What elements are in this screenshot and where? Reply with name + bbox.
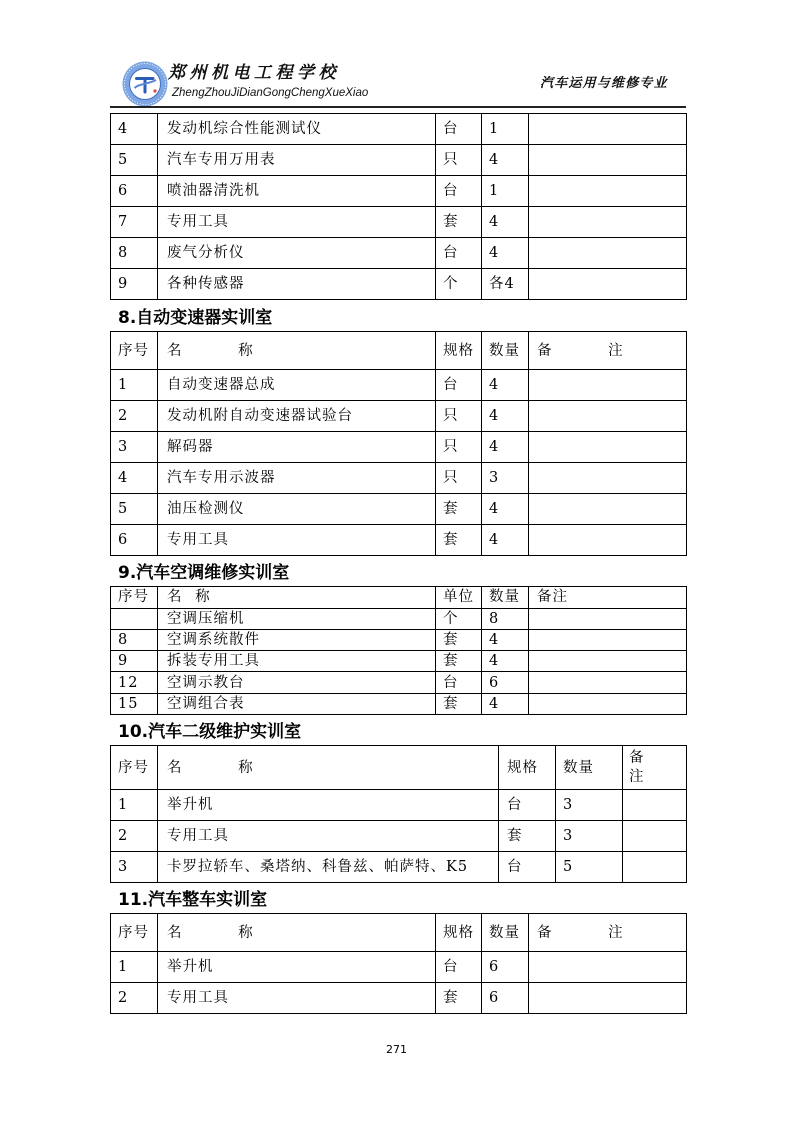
table-row: [111, 852, 687, 883]
cell-name: 专用工具: [158, 525, 436, 556]
cell-quantity: 6: [482, 952, 529, 983]
cell-name: 拆装专用工具: [158, 651, 436, 672]
table-row: [111, 207, 687, 238]
table-row: [111, 401, 687, 432]
equipment-table-continued: [110, 113, 687, 300]
cell-note: [529, 432, 687, 463]
cell-number: 1: [111, 790, 158, 821]
cell-name: 汽车专用示波器: [158, 463, 436, 494]
cell-quantity: 5: [556, 852, 623, 883]
cell-number: 3: [111, 852, 158, 883]
cell-note: [623, 790, 687, 821]
table-header-row: [111, 914, 687, 952]
cell-note: [529, 651, 687, 672]
table-header-row: [111, 332, 687, 370]
equipment-table: [110, 586, 687, 715]
table-row: [111, 370, 687, 401]
cell-note: [529, 494, 687, 525]
cell-unit: 个: [436, 269, 482, 300]
section-heading: 8.自动变速器实训室: [118, 308, 273, 328]
cell-number: [111, 608, 158, 629]
cell-note: [529, 672, 687, 693]
table-header-row: [111, 587, 687, 609]
column-header-number: [111, 332, 158, 370]
header-divider: [110, 106, 686, 108]
cell-name: 发动机附自动变速器试验台: [158, 401, 436, 432]
cell-number: 5: [111, 494, 158, 525]
cell-note: [529, 238, 687, 269]
column-header-note: [623, 746, 687, 790]
cell-quantity: 4: [482, 525, 529, 556]
cell-quantity: 8: [482, 608, 529, 629]
cell-quantity: 各4: [482, 269, 529, 300]
cell-quantity: 4: [482, 238, 529, 269]
cell-quantity: 4: [482, 370, 529, 401]
cell-number: 1: [111, 952, 158, 983]
cell-note: [529, 114, 687, 145]
column-header-quantity: [482, 332, 529, 370]
cell-unit: 台: [436, 952, 482, 983]
cell-unit: 套: [436, 693, 482, 714]
column-header-label: 序号: [118, 589, 149, 606]
cell-number: 5: [111, 145, 158, 176]
cell-quantity: 6: [482, 672, 529, 693]
cell-number: 4: [111, 114, 158, 145]
cell-name: 举升机: [158, 790, 499, 821]
cell-number: 3: [111, 432, 158, 463]
cell-unit: 台: [436, 370, 482, 401]
cell-unit: 台: [499, 852, 556, 883]
equipment-table: [110, 331, 687, 556]
cell-note: [529, 983, 687, 1014]
cell-quantity: 3: [556, 790, 623, 821]
column-header-label: 名 称: [167, 759, 254, 776]
cell-name: 专用工具: [158, 821, 499, 852]
column-header-quantity: [482, 914, 529, 952]
cell-name: 汽车专用万用表: [158, 145, 436, 176]
table-row: [111, 608, 687, 629]
cell-quantity: 4: [482, 629, 529, 650]
cell-number: 1: [111, 370, 158, 401]
cell-unit: 台: [436, 672, 482, 693]
cell-name: 废气分析仪: [158, 238, 436, 269]
cell-name: 喷油器清洗机: [158, 176, 436, 207]
cell-name: 空调压缩机: [158, 608, 436, 629]
cell-name: 空调组合表: [158, 693, 436, 714]
table-header-row: [111, 746, 687, 790]
cell-unit: 台: [436, 114, 482, 145]
cell-unit: 套: [436, 525, 482, 556]
school-logo-icon: [122, 61, 168, 107]
table-row: [111, 693, 687, 714]
cell-unit: 台: [436, 176, 482, 207]
cell-unit: 套: [436, 629, 482, 650]
cell-note: [623, 821, 687, 852]
cell-note: [529, 145, 687, 176]
column-header-label: 名 称: [167, 342, 254, 359]
cell-unit: 套: [436, 494, 482, 525]
cell-note: [529, 463, 687, 494]
cell-quantity: 6: [482, 983, 529, 1014]
equipment-table: [110, 745, 687, 883]
cell-note: [529, 370, 687, 401]
column-header-label: 备注: [629, 749, 645, 785]
cell-name: 专用工具: [158, 983, 436, 1014]
column-header-label: 规格: [443, 342, 474, 359]
column-header-quantity: [482, 587, 529, 609]
column-header-name: [158, 587, 436, 609]
column-header-label: 数量: [489, 589, 520, 606]
column-header-note: [529, 587, 687, 609]
column-header-label: 数量: [489, 924, 520, 941]
cell-unit: 只: [436, 432, 482, 463]
column-header-unit: [436, 587, 482, 609]
cell-quantity: 4: [482, 145, 529, 176]
cell-unit: 台: [499, 790, 556, 821]
cell-quantity: 4: [482, 401, 529, 432]
table-row: [111, 238, 687, 269]
cell-unit: 套: [436, 983, 482, 1014]
table-row: [111, 790, 687, 821]
cell-quantity: 3: [556, 821, 623, 852]
cell-number: 8: [111, 238, 158, 269]
cell-quantity: 1: [482, 176, 529, 207]
cell-unit: 只: [436, 145, 482, 176]
table-row: [111, 145, 687, 176]
column-header-number: [111, 914, 158, 952]
table-row: [111, 494, 687, 525]
column-header-label: 备 注: [537, 924, 624, 941]
cell-quantity: 4: [482, 432, 529, 463]
column-header-quantity: [556, 746, 623, 790]
school-name: 郑州机电工程学校: [168, 63, 340, 83]
cell-number: 15: [111, 693, 158, 714]
column-header-unit: [499, 746, 556, 790]
column-header-label: 序号: [118, 924, 149, 941]
column-header-label: 数量: [563, 759, 594, 776]
cell-note: [529, 176, 687, 207]
equipment-table: [110, 913, 687, 1014]
section-heading: 10.汽车二级维护实训室: [118, 722, 302, 742]
cell-note: [529, 629, 687, 650]
cell-unit: 个: [436, 608, 482, 629]
cell-note: [623, 852, 687, 883]
table-row: [111, 114, 687, 145]
cell-number: 2: [111, 401, 158, 432]
school-name-pinyin: ZhengZhouJiDianGongChengXueXiao: [172, 87, 369, 99]
cell-note: [529, 401, 687, 432]
cell-name: 各种传感器: [158, 269, 436, 300]
cell-number: 7: [111, 207, 158, 238]
table-row: [111, 463, 687, 494]
cell-number: 6: [111, 176, 158, 207]
table-row: [111, 525, 687, 556]
table-row: [111, 269, 687, 300]
cell-number: 2: [111, 983, 158, 1014]
section-heading: 11.汽车整车实训室: [118, 890, 268, 910]
cell-unit: 套: [436, 651, 482, 672]
column-header-unit: [436, 914, 482, 952]
cell-unit: 只: [436, 463, 482, 494]
cell-name: 空调系统散件: [158, 629, 436, 650]
cell-note: [529, 269, 687, 300]
column-header-number: [111, 746, 158, 790]
cell-name: 专用工具: [158, 207, 436, 238]
cell-number: 9: [111, 269, 158, 300]
column-header-name: [158, 914, 436, 952]
table-row: [111, 952, 687, 983]
table-row: [111, 651, 687, 672]
cell-quantity: 4: [482, 693, 529, 714]
table-row: [111, 176, 687, 207]
column-header-name: [158, 332, 436, 370]
column-header-label: 规格: [443, 924, 474, 941]
column-header-label: 名 称: [167, 589, 211, 606]
cell-name: 卡罗拉轿车、桑塔纳、科鲁兹、帕萨特、K5: [158, 852, 499, 883]
cell-number: 2: [111, 821, 158, 852]
cell-name: 自动变速器总成: [158, 370, 436, 401]
cell-note: [529, 693, 687, 714]
cell-note: [529, 952, 687, 983]
column-header-note: [529, 332, 687, 370]
cell-quantity: 4: [482, 651, 529, 672]
column-header-label: 序号: [118, 342, 149, 359]
column-header-note: [529, 914, 687, 952]
page-number: 271: [386, 1043, 407, 1056]
table-row: [111, 983, 687, 1014]
cell-number: 8: [111, 629, 158, 650]
cell-number: 6: [111, 525, 158, 556]
cell-name: 举升机: [158, 952, 436, 983]
column-header-label: 数量: [489, 342, 520, 359]
column-header-label: 规格: [507, 759, 538, 776]
cell-name: 油压检测仪: [158, 494, 436, 525]
column-header-label: 名 称: [167, 924, 254, 941]
major-title: 汽车运用与维修专业: [540, 76, 668, 91]
cell-number: 9: [111, 651, 158, 672]
cell-quantity: 4: [482, 494, 529, 525]
table-row: [111, 629, 687, 650]
column-header-name: [158, 746, 499, 790]
cell-quantity: 1: [482, 114, 529, 145]
cell-note: [529, 525, 687, 556]
column-header-unit: [436, 332, 482, 370]
column-header-label: 序号: [118, 759, 149, 776]
cell-number: 12: [111, 672, 158, 693]
cell-note: [529, 608, 687, 629]
table-row: [111, 672, 687, 693]
column-header-label: 备注: [537, 589, 568, 606]
cell-note: [529, 207, 687, 238]
cell-name: 空调示教台: [158, 672, 436, 693]
table-row: [111, 432, 687, 463]
table-row: [111, 821, 687, 852]
column-header-number: [111, 587, 158, 609]
section-heading: 9.汽车空调维修实训室: [118, 563, 290, 583]
cell-quantity: 3: [482, 463, 529, 494]
cell-unit: 只: [436, 401, 482, 432]
cell-quantity: 4: [482, 207, 529, 238]
cell-unit: 套: [436, 207, 482, 238]
cell-unit: 台: [436, 238, 482, 269]
column-header-label: 备 注: [537, 342, 624, 359]
cell-unit: 套: [499, 821, 556, 852]
cell-name: 解码器: [158, 432, 436, 463]
cell-number: 4: [111, 463, 158, 494]
cell-name: 发动机综合性能测试仪: [158, 114, 436, 145]
column-header-label: 单位: [443, 589, 474, 606]
